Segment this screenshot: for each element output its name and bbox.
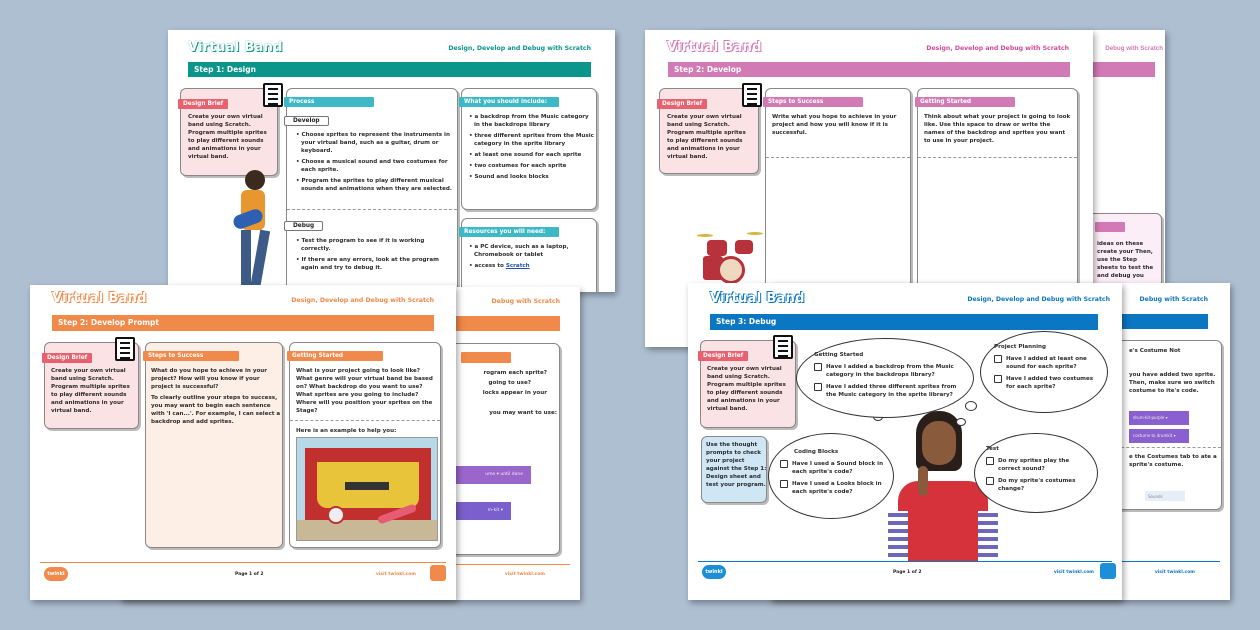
steps-text [151,367,281,429]
worksheet-subtitle-fragment: Debug with Scratch [1139,296,1208,303]
visit-twinkl: visit twinkl.com [1154,570,1195,575]
steps-label: Steps to Success [143,351,239,361]
getting-started-text: Think about what your project is going to look like. Use this space to draw or write the names of the backdrop and sprites you want to use in your project. [924,114,1071,144]
cloud-title: Coding Blocks [794,449,839,455]
resources-item [468,262,594,270]
checkbox [994,355,1002,363]
include-box [461,88,597,210]
design-brief-box [180,88,278,176]
instruction-text: Use the thought prompts to check your project against the Step 1: Design sheet and test your program. [706,442,767,488]
cloud-title: Project Planning [994,344,1047,350]
steps-text: Write what you hope to achieve in your project and how you will know if it is successful. [772,114,897,136]
stage-example-image [296,437,438,541]
cloud-content [986,445,1086,497]
design-brief-label: Design Brief [42,353,92,363]
example-label: Here is an example to help you: [296,428,397,434]
scratch-block: costume to drumkit ▾ [1129,429,1189,443]
sounds-tab: Sounds [1145,491,1185,501]
develop-item: • Choose sprites to represent the instruments in your virtual band, such as a guitar, drum or keyboard. [295,131,453,155]
debug-item: • Test the program to see if it is working correctly. [295,237,453,253]
cloud-item: Have I used a Sound block in each sprite's code? [792,461,884,475]
document-icon [115,337,135,361]
design-brief-label: Design Brief [657,99,707,109]
include-item: • at least one sound for each sprite [468,151,594,159]
checkbox [986,457,994,465]
back-line: going to use? [488,380,531,386]
page-number: Page 1 of 2 [893,570,922,575]
worksheet-debug [688,283,1122,600]
back-title: e's Costume Not [1129,348,1181,354]
cloud-item: Do my sprites play the correct sound? [998,458,1070,472]
develop-item: • Program the sprites to play different musical sounds and animations when they are selected. [295,177,453,193]
back-line: locks appear in your [482,390,547,396]
cloud-item: Do my sprite's costumes change? [998,478,1076,492]
resources-access-text: access to [474,263,504,269]
worksheet-title: Virtual Band [667,40,762,55]
design-brief-label: Design Brief [698,351,748,361]
step-band: Step 2: Develop [668,62,1070,77]
worksheet-subtitle-fragment: Debug with Scratch [491,298,560,305]
step-band: Step 2: Develop Prompt [52,315,434,331]
debug-list [295,237,453,275]
document-icon [263,83,283,107]
scratch-block: drum-kit-purple ▾ [1129,411,1189,425]
process-label: Process [284,97,374,107]
steps-box [145,342,283,548]
step-band: Step 3: Debug [710,314,1098,330]
develop-label: Develop [284,116,329,126]
develop-list [295,131,453,196]
include-item: • two costumes for each sprite [468,162,594,170]
instruction-note [701,436,767,503]
visit-twinkl: visit twinkl.com [1053,570,1094,575]
worksheet-subtitle: Design, Develop and Debug with Scratch [967,296,1110,303]
document-icon [742,83,762,107]
steps-text-2: To clearly outline your steps to success, you may want to begin each sentence with 'I can...'. For example, I can select a backdrop and add sprites. [151,395,281,425]
scratch-link[interactable]: Scratch [505,263,530,269]
twinkl-logo: twinkl [44,567,68,581]
cloud-content [814,351,962,403]
design-brief-text: Create your own virtual band using Scratch. Program multiple sprites to play different sounds and animations in your virtual band. [51,368,130,414]
worksheet-subtitle: Design, Develop and Debug with Scratch [926,45,1069,52]
getting-started-text: What is your project going to look like? What genre will your virtual band be based on? What backdrop do you want to use? What sprites are you going to include? Where will you position your sprites on the Stage? [296,368,433,414]
include-item: • Sound and looks blocks [468,173,594,181]
include-item: • a backdrop from the Music category in the backdrops library [468,113,594,129]
checkbox [780,460,788,468]
document-icon [773,335,793,359]
steps-text-1: What do you hope to achieve in your project? How will you know if your project is successful? [151,368,268,390]
worksheet-subtitle: Design, Develop and Debug with Scratch [291,297,434,304]
debug-label: Debug [284,221,323,231]
back-line: you may want to use: [489,410,557,416]
resources-list [468,243,594,273]
scratch-block: m-kit ▾ [451,502,511,520]
include-item: • three different sprites from the Music category in the sprite library [468,132,594,148]
design-brief-box [700,340,796,428]
cloud-title: Test [986,446,999,452]
getting-started-label: Getting Started [915,97,1015,107]
checkbox [814,363,822,371]
debug-item: • If there are any errors, look at the program again and try to debug it. [295,256,453,272]
include-label: What you should include: [459,97,559,107]
cloud-content [780,448,886,500]
twinkl-badge-icon [1100,563,1116,579]
resources-box [461,218,597,292]
cloud-item: Have I used a Looks block in each sprite's code? [792,481,882,495]
design-brief-text: Create your own virtual band using Scratch. Program multiple sprites to play different sounds and animations in your virtual band. [667,114,746,160]
cloud-title: Getting Started [814,352,864,358]
step-band: Step 1: Design [188,62,591,77]
design-brief-box [659,88,759,174]
worksheet-title: Virtual Band [188,40,283,55]
checkbox [986,477,994,485]
resources-item: • a PC device, such as a laptop, Chromebook or tablet [468,243,594,259]
worksheet-title: Virtual Band [52,291,147,306]
getting-started-box [289,342,441,548]
develop-item: • Choose a musical sound and two costumes for each sprite. [295,158,453,174]
back-text: ideas on these create your Then, use the Step sheets to test the and debug you [1097,241,1154,279]
worksheet-title: Virtual Band [710,291,805,306]
cloud-item: Have I added three different sprites from the Music category in the sprite library? [826,384,957,398]
design-brief-text: Create your own virtual band using Scratch. Program multiple sprites to play different sounds and animations in your virtual band. [188,114,267,160]
cloud-item: Have I added two costumes for each sprite? [1006,376,1094,390]
cloud-content [994,343,1098,395]
worksheet-develop-prompt [30,285,456,600]
twinkl-logo: twinkl [702,565,726,579]
cloud-item: Have I added at least one sound for each sprite? [1006,356,1087,370]
page-number: Page 1 of 2 [235,572,264,577]
worksheet-subtitle: Design, Develop and Debug with Scratch [448,45,591,52]
visit-twinkl: visit twinkl.com [504,572,545,577]
visit-twinkl: visit twinkl.com [375,572,416,577]
include-list [468,113,594,184]
worksheet-design [168,30,615,292]
design-brief-label: Design Brief [178,99,228,109]
twinkl-badge-icon [430,565,446,581]
worksheet-subtitle-fragment: Debug with Scratch [1105,45,1163,52]
design-brief-text: Create your own virtual band using Scratch. Program multiple sprites to play different sounds and animations in your virtual band. [707,366,786,412]
checkbox [994,375,1002,383]
scratch-block: ume ▾ until done [451,466,531,484]
resources-label: Resources you will need: [459,227,559,237]
back-text-2: e the Costumes tab to ate a sprite's costume. [1129,454,1217,468]
back-text-1: you have added two sprite. Then, make sure wo switch costume to ite's code. [1129,372,1216,394]
checkbox [780,480,788,488]
drum-kit-illustration [687,228,777,288]
back-box [1110,340,1222,510]
checkbox [814,383,822,391]
guitarist-illustration [223,170,283,292]
back-line: rogram each sprite? [483,370,547,376]
getting-started-label: Getting Started [287,351,383,361]
steps-label: Steps to Success [763,97,863,107]
process-box [286,88,458,292]
design-brief-box [44,342,139,429]
cloud-item: Have I added a backdrop from the Music category in the backdrops library? [826,364,954,378]
